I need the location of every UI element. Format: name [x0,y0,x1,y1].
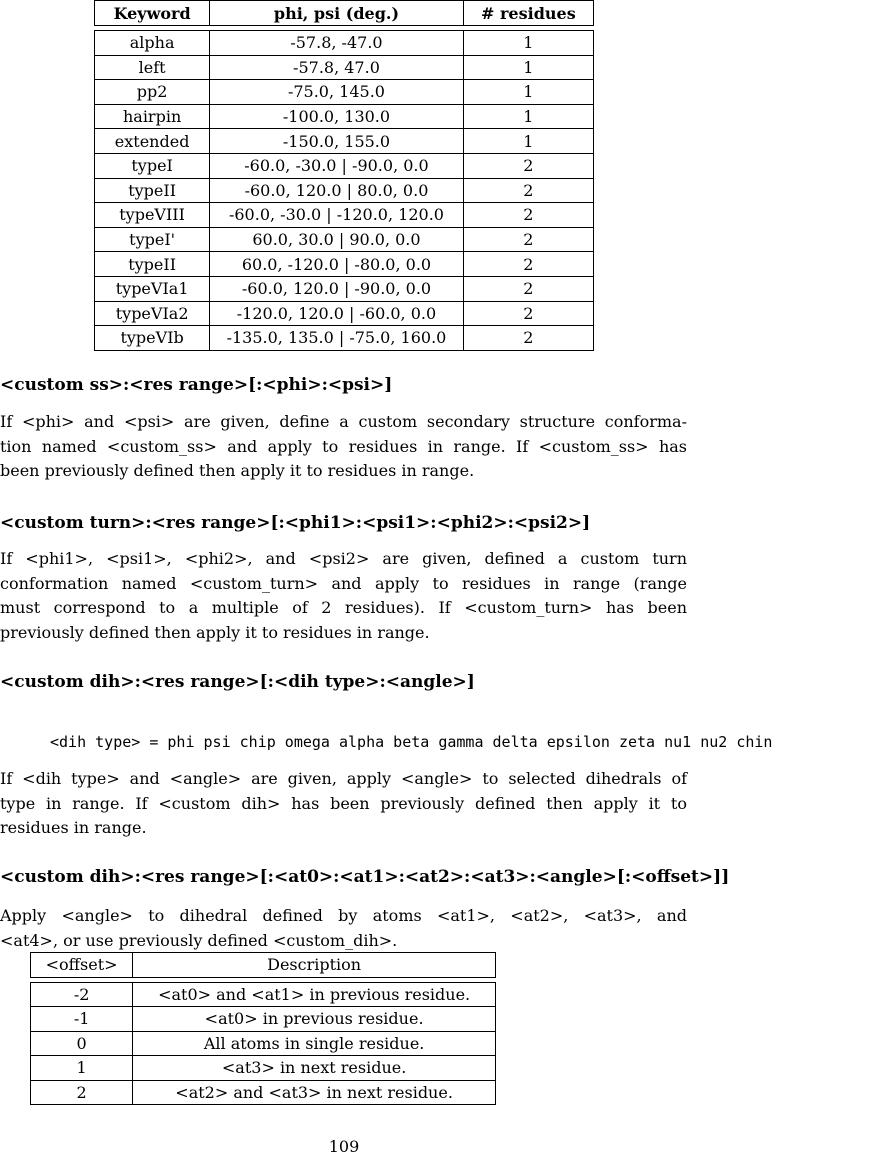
table-row [31,982,496,1007]
table-cell: -1 [31,1007,133,1032]
table-row [31,1056,496,1081]
header-keyword: Keyword [95,1,210,26]
table-cell: 2 [463,252,593,277]
table-cell: 1 [31,1056,133,1081]
table-row [31,1031,496,1056]
table-row [31,1080,496,1105]
table-cell: -60.0, -30.0 | -120.0, 120.0 [210,203,464,228]
text-line: <at4>, or use previously defined <custom_dih>. [0,930,398,950]
text-line: previously defined then apply it to residues in range. [0,622,430,642]
table-cell: -57.8, 47.0 [210,55,464,80]
table-cell: -100.0, 130.0 [210,104,464,129]
table-cell: 2 [463,203,593,228]
table-cell: 60.0, 30.0 | 90.0, 0.0 [210,227,464,252]
table-cell: typeI [95,153,210,178]
dih-type-code: <dih type> = phi psi chip omega alpha beta gamma delta epsilon zeta nu1 nu2 chin [50,733,773,751]
table-cell: typeI' [95,227,210,252]
table-cell: -2 [31,982,133,1007]
text-line: conformation named <custom_turn> and apply to residues in range (range [0,573,687,593]
table-row [95,227,594,252]
table-cell: 2 [463,276,593,301]
header-offset: <offset> [31,953,133,978]
table-cell: 2 [463,301,593,326]
table-cell: -120.0, 120.0 | -60.0, 0.0 [210,301,464,326]
heading-custom-turn: <custom turn>:<res range>[:<phi1>:<psi1>:<phi2>:<psi2>] [0,513,591,533]
table-row [95,104,594,129]
offset-table-body [31,982,496,1105]
table-row [31,1007,496,1032]
para-custom-dih [0,767,687,841]
text-line: If <dih type> and <angle> are given, apply <angle> to selected dihedrals of [0,769,687,788]
text-line: tion named <custom_ss> and apply to residues in range. If <custom_ss> has [0,436,687,456]
keyword-table-body [95,31,594,351]
table-cell: 1 [463,129,593,154]
table-cell: extended [95,129,210,154]
table-cell: typeVIa2 [95,301,210,326]
table-row [95,203,594,228]
table-row [95,178,594,203]
table-cell: 1 [463,31,593,56]
table-row [95,301,594,326]
table-cell: 60.0, -120.0 | -80.0, 0.0 [210,252,464,277]
table-cell: -75.0, 145.0 [210,80,464,105]
heading-custom-dih: <custom dih>:<res range>[:<dih type>:<angle>] [0,672,475,692]
table-cell: typeII [95,252,210,277]
para-custom-turn [0,547,687,645]
table-cell: 2 [463,227,593,252]
table-cell: -60.0, 120.0 | 80.0, 0.0 [210,178,464,203]
table-row [95,129,594,154]
table-cell: typeII [95,178,210,203]
text-line: If <phi> and <psi> are given, define a custom secondary structure conforma- [0,412,687,431]
header-description: Description [133,953,496,978]
table-cell: <at0> and <at1> in previous residue. [133,982,496,1007]
table-cell: 2 [31,1080,133,1105]
text-line: Apply <angle> to dihedral defined by atoms <at1>, <at2>, <at3>, and [0,906,687,925]
table-cell: 2 [463,326,593,351]
table-cell: -135.0, 135.0 | -75.0, 160.0 [210,326,464,351]
table-row [95,153,594,178]
table-row [95,31,594,56]
table-cell: typeVIII [95,203,210,228]
table-cell: <at2> and <at3> in next residue. [133,1080,496,1105]
table-cell: -57.8, -47.0 [210,31,464,56]
table-cell: typeVIa1 [95,276,210,301]
keyword-table [94,0,594,351]
table-row [95,55,594,80]
para-custom-dih-atoms [0,904,687,953]
table-cell: -150.0, 155.0 [210,129,464,154]
page-number: 109 [328,1137,360,1156]
table-cell: -60.0, -30.0 | -90.0, 0.0 [210,153,464,178]
table-cell: hairpin [95,104,210,129]
table-cell: 2 [463,153,593,178]
table-row [95,326,594,351]
table-cell: 0 [31,1031,133,1056]
header-residues: # residues [463,1,593,26]
table-row [95,276,594,301]
table-cell: alpha [95,31,210,56]
table-cell: 2 [463,178,593,203]
table-cell: <at0> in previous residue. [133,1007,496,1032]
table-cell: <at3> in next residue. [133,1056,496,1081]
table-cell: typeVIb [95,326,210,351]
table-cell: -60.0, 120.0 | -90.0, 0.0 [210,276,464,301]
table-cell: 1 [463,55,593,80]
text-line: type in range. If <custom dih> has been previously defined then apply it to [0,793,687,813]
table-cell: left [95,55,210,80]
table-cell: All atoms in single residue. [133,1031,496,1056]
text-line: been previously defined then apply it to residues in range. [0,461,475,480]
heading-custom-ss: <custom ss>:<res range>[:<phi>:<psi>] [0,375,393,395]
offset-table [30,952,496,1105]
text-line: residues in range. [0,818,147,837]
text-line: must correspond to a multiple of 2 residues). If <custom_turn> has been [0,598,687,617]
table-cell: pp2 [95,80,210,105]
header-phi-psi: phi, psi (deg.) [210,1,464,26]
para-custom-ss [0,410,687,484]
table-cell: 1 [463,104,593,129]
table-cell: 1 [463,80,593,105]
table-row [95,252,594,277]
heading-custom-dih-atoms: <custom dih>:<res range>[:<at0>:<at1>:<at2>:<at3>:<angle>[:<offset>]] [0,867,730,887]
text-line: If <phi1>, <psi1>, <phi2>, and <psi2> are given, defined a custom turn [0,549,687,568]
table-row [95,80,594,105]
